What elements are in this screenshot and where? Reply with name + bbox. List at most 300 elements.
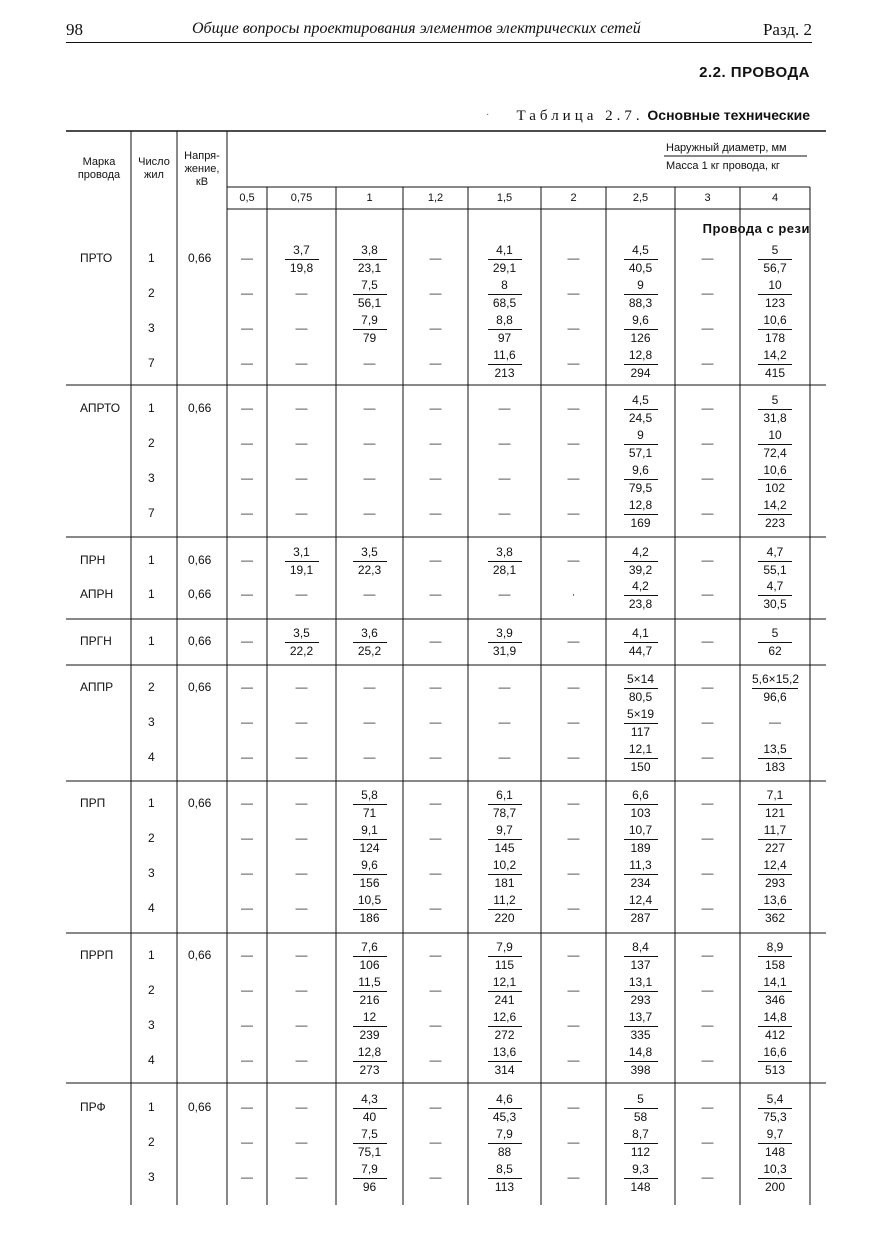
value-empty: —: [241, 866, 253, 880]
value-fraction: [345, 1127, 395, 1160]
value-fraction: [750, 1010, 800, 1043]
core-count: 3: [148, 715, 155, 729]
value-fraction: [480, 313, 530, 346]
value-diameter: 11,3: [624, 858, 658, 875]
value-empty: —: [498, 587, 511, 601]
value-mass: 45,3: [492, 1110, 517, 1124]
value-empty: —: [701, 321, 714, 335]
value-fraction: [345, 545, 395, 578]
core-count: 3: [148, 321, 155, 335]
value-mass: 186: [359, 911, 380, 925]
value-diameter: 12,4: [624, 893, 658, 910]
value-mass: 78,7: [492, 806, 517, 820]
value-empty: —: [701, 1170, 714, 1184]
group-voltage: 0,66: [188, 634, 212, 648]
value-fraction: [480, 545, 530, 578]
value-mass: 314: [494, 1063, 515, 1077]
value-fraction: [480, 348, 530, 381]
value-diameter: 13,7: [624, 1010, 658, 1027]
value-diameter: 10,2: [488, 858, 522, 875]
core-count: 4: [148, 750, 155, 764]
value-empty: —: [295, 436, 308, 450]
value-empty: —: [363, 471, 376, 485]
value-empty: —: [701, 587, 714, 601]
core-count: 7: [148, 356, 155, 370]
value-diameter: 12,8: [624, 498, 658, 515]
value-diameter: 3,8: [353, 243, 387, 260]
value-mass: 117: [630, 725, 651, 739]
value-fraction: [616, 545, 666, 578]
value-fraction: [616, 742, 666, 775]
value-fraction: [480, 975, 530, 1008]
value-empty: —: [295, 1053, 308, 1067]
value-mass: 23,8: [628, 597, 653, 611]
value-mass: 79,5: [628, 481, 653, 495]
value-empty: —: [498, 506, 511, 520]
value-empty: —: [241, 251, 253, 265]
value-empty: —: [241, 321, 253, 335]
core-count: 3: [148, 471, 155, 485]
value-fraction: [616, 348, 666, 381]
value-mass: 148: [630, 1180, 651, 1194]
value-mass: 220: [494, 911, 515, 925]
value-mass: 362: [764, 911, 786, 925]
value-mass: 88: [497, 1145, 512, 1159]
value-diameter: 6,6: [624, 788, 658, 805]
value-mass: 183: [764, 760, 786, 774]
value-fraction: [750, 1127, 800, 1160]
value-empty: —: [241, 948, 253, 962]
table-caption-title: Основные технические: [647, 107, 810, 123]
value-mass: 169: [630, 516, 651, 530]
value-diameter: 9,7: [488, 823, 522, 840]
value-fraction: [277, 545, 327, 578]
group-name: АПРН: [80, 587, 114, 601]
value-empty: —: [429, 1135, 442, 1149]
value-diameter: 4,5: [624, 393, 658, 410]
core-count: 4: [148, 1053, 155, 1067]
value-empty: —: [429, 401, 442, 415]
value-fraction: [616, 1162, 666, 1195]
value-empty: —: [567, 471, 580, 485]
value-fraction: [616, 707, 666, 740]
group-voltage: 0,66: [188, 401, 212, 415]
value-empty: —: [241, 1135, 253, 1149]
value-diameter: 5: [758, 393, 792, 410]
section-header: 2: [570, 192, 577, 204]
value-diameter: 11,7: [758, 823, 792, 840]
value-fraction: [750, 1162, 800, 1195]
value-mass: 57,1: [628, 446, 653, 460]
value-diameter: 4,3: [353, 1092, 387, 1109]
value-diameter: 14,8: [758, 1010, 792, 1027]
section-header: 3: [704, 192, 711, 204]
value-empty: —: [701, 680, 714, 694]
value-fraction: [616, 626, 666, 659]
value-fraction: [345, 278, 395, 311]
value-diameter: 8,5: [488, 1162, 522, 1179]
value-empty: —: [429, 587, 442, 601]
value-empty: —: [295, 321, 308, 335]
value-diameter: 3,9: [488, 626, 522, 643]
value-empty: —: [429, 948, 442, 962]
value-empty: —: [701, 1100, 714, 1114]
value-fraction: [480, 243, 530, 276]
value-empty: —: [241, 553, 253, 567]
value-diameter: 8,9: [758, 940, 792, 957]
value-mass: 241: [494, 993, 515, 1007]
value-empty: —: [241, 983, 253, 997]
core-count: 3: [148, 1170, 155, 1184]
value-diameter: 8,7: [624, 1127, 658, 1144]
value-diameter: 5,4: [758, 1092, 792, 1109]
value-mass: 513: [764, 1063, 786, 1077]
stray-mark: ·: [486, 110, 490, 121]
value-mass: 126: [630, 331, 651, 345]
value-diameter: 7,9: [488, 1127, 522, 1144]
value-empty: —: [241, 356, 253, 370]
group-name: ПРГН: [80, 634, 112, 648]
value-fraction: [480, 858, 530, 891]
core-count: 4: [148, 901, 155, 915]
value-empty: —: [429, 750, 442, 764]
value-diameter: 13,6: [758, 893, 792, 910]
value-empty: —: [429, 901, 442, 915]
group-name: ПРТО: [80, 251, 113, 265]
value-empty: —: [701, 796, 714, 810]
value-mass: 19,8: [289, 261, 314, 275]
value-diameter: 12,4: [758, 858, 792, 875]
value-mass: 88,3: [628, 296, 653, 310]
value-diameter: 9,6: [353, 858, 387, 875]
value-empty: —: [363, 715, 376, 729]
value-diameter: 13,1: [624, 975, 658, 992]
value-empty: —: [701, 634, 714, 648]
group-voltage: 0,66: [188, 1100, 212, 1114]
group-voltage: 0,66: [188, 587, 212, 601]
header-mark: Марка провода: [77, 156, 121, 181]
value-fraction: [616, 975, 666, 1008]
value-empty: —: [429, 1018, 442, 1032]
core-count: 1: [148, 401, 155, 415]
value-empty: —: [567, 1053, 580, 1067]
value-diameter: 10,5: [353, 893, 387, 910]
value-mass: 29,1: [492, 261, 517, 275]
value-fraction: [480, 626, 530, 659]
value-mass: 40: [362, 1110, 377, 1124]
value-fraction: [616, 1092, 666, 1125]
value-empty: —: [295, 1170, 308, 1184]
value-empty: —: [567, 1018, 580, 1032]
value-mass: 272: [494, 1028, 515, 1042]
value-diameter: 9,7: [758, 1127, 792, 1144]
value-empty: —: [567, 715, 580, 729]
value-mass: 293: [630, 993, 651, 1007]
value-empty: —: [429, 1100, 442, 1114]
value-diameter: 5,8: [353, 788, 387, 805]
value-mass: 102: [764, 481, 786, 495]
value-diameter: 14,8: [624, 1045, 658, 1062]
value-fraction: [345, 1162, 395, 1195]
value-mass: 103: [630, 806, 651, 820]
value-empty: —: [701, 1018, 714, 1032]
core-count: 1: [148, 634, 155, 648]
core-count: 2: [148, 831, 155, 845]
value-empty: —: [241, 715, 253, 729]
core-count: 3: [148, 866, 155, 880]
value-diameter: 12,6: [488, 1010, 522, 1027]
value-empty: —: [241, 1018, 253, 1032]
value-empty: —: [567, 750, 580, 764]
value-diameter: 8,8: [488, 313, 522, 330]
value-diameter: 12: [353, 1010, 387, 1027]
value-mass: 25,2: [357, 644, 382, 658]
value-mass: 213: [494, 366, 515, 380]
value-empty: —: [241, 750, 253, 764]
value-empty: —: [567, 948, 580, 962]
value-mass: 273: [359, 1063, 380, 1077]
value-empty: —: [295, 831, 308, 845]
value-mass: 287: [630, 911, 651, 925]
value-fraction: [616, 788, 666, 821]
value-empty: —: [241, 506, 253, 520]
value-fraction: [480, 1045, 530, 1078]
value-diameter: 7,6: [353, 940, 387, 957]
value-empty: —: [295, 356, 308, 370]
value-mass: 72,4: [763, 446, 787, 460]
value-empty: —: [295, 401, 308, 415]
core-count: 1: [148, 587, 155, 601]
value-fraction: [480, 1162, 530, 1195]
value-empty: —: [567, 506, 580, 520]
value-empty: —: [701, 286, 714, 300]
value-empty: —: [241, 436, 253, 450]
value-empty: —: [701, 436, 714, 450]
value-fraction: [616, 1127, 666, 1160]
section-header: 2,5: [632, 192, 649, 204]
core-count: 2: [148, 436, 155, 450]
value-mass: 28,1: [492, 563, 517, 577]
value-empty: —: [567, 321, 580, 335]
group-voltage: 0,66: [188, 948, 212, 962]
group-name: ПРФ: [80, 1100, 106, 1114]
value-empty: —: [295, 866, 308, 880]
value-empty: —: [567, 680, 580, 694]
group-name: ПРН: [80, 553, 106, 567]
value-diameter: 12,1: [488, 975, 522, 992]
value-empty: —: [567, 866, 580, 880]
table-caption-label: Таблица 2.7.: [516, 108, 644, 124]
value-fraction: [345, 823, 395, 856]
running-title: Общие вопросы проектирования элементов электрических сетей: [192, 20, 641, 37]
value-diameter: 3,5: [285, 626, 319, 643]
value-diameter: 9,1: [353, 823, 387, 840]
value-fraction: [750, 858, 800, 891]
group-name: ПРРП: [80, 948, 114, 962]
value-empty: —: [429, 356, 442, 370]
value-mass: 96: [362, 1180, 377, 1194]
value-diameter: 4,5: [624, 243, 658, 260]
value-empty: —: [567, 1170, 580, 1184]
value-fraction: [345, 243, 395, 276]
section-header: 1,2: [427, 192, 444, 204]
value-mass: 40,5: [628, 261, 653, 275]
value-mass: 200: [764, 1180, 786, 1194]
value-mass: 178: [764, 331, 786, 345]
value-diameter: 3,1: [285, 545, 319, 562]
value-diameter: 4,6: [488, 1092, 522, 1109]
value-empty: —: [363, 356, 376, 370]
header-diameter: Наружный диаметр, мм: [666, 142, 787, 154]
value-empty: —: [701, 866, 714, 880]
value-empty: —: [567, 634, 580, 648]
value-empty: —: [429, 286, 442, 300]
value-fraction: [750, 393, 800, 426]
value-empty: —: [701, 506, 714, 520]
value-empty: —: [363, 401, 376, 415]
value-mass: 223: [764, 516, 786, 530]
group-name: ПРП: [80, 796, 106, 810]
value-empty: —: [701, 750, 714, 764]
value-empty: —: [295, 796, 308, 810]
value-empty: —: [295, 680, 308, 694]
value-empty: —: [363, 750, 376, 764]
core-count: 2: [148, 1135, 155, 1149]
value-fraction: [616, 579, 666, 612]
value-mass: 68,5: [492, 296, 517, 310]
value-diameter: 14,2: [758, 348, 792, 365]
value-empty: —: [567, 1135, 580, 1149]
value-fraction: [345, 893, 395, 926]
value-diameter: 10,6: [758, 313, 792, 330]
subsection-title: Провода с рези: [702, 221, 810, 236]
value-empty: —: [567, 983, 580, 997]
value-diameter: 3,6: [353, 626, 387, 643]
value-mass: 293: [764, 876, 786, 890]
value-mass: 148: [764, 1145, 786, 1159]
value-empty: —: [241, 796, 253, 810]
value-fraction: [277, 243, 327, 276]
value-diameter: 9: [624, 278, 658, 295]
value-empty: —: [498, 680, 511, 694]
value-diameter: 10,3: [758, 1162, 792, 1179]
value-fraction: [750, 348, 800, 381]
value-fraction: [750, 940, 800, 973]
value-mass: 121: [764, 806, 786, 820]
section-header: 0,5: [239, 192, 255, 204]
value-diameter: 9,3: [624, 1162, 658, 1179]
value-empty: —: [241, 286, 253, 300]
value-diameter: 7,9: [353, 313, 387, 330]
value-fraction: [480, 893, 530, 926]
value-empty: —: [498, 401, 511, 415]
value-empty: —: [429, 796, 442, 810]
value-mass: 234: [630, 876, 651, 890]
value-empty: —: [429, 471, 442, 485]
value-mass: 23,1: [357, 261, 382, 275]
value-fraction: [616, 393, 666, 426]
value-mass: 80,5: [628, 690, 653, 704]
value-fraction: [345, 975, 395, 1008]
value-diameter: 3,7: [285, 243, 319, 260]
value-fraction: [750, 1045, 800, 1078]
value-empty: —: [701, 471, 714, 485]
value-empty: —: [567, 796, 580, 810]
value-mass: 39,2: [628, 563, 653, 577]
value-empty: —: [701, 1053, 714, 1067]
section-title: 2.2. ПРОВОДА: [699, 64, 810, 81]
value-empty: —: [295, 506, 308, 520]
value-empty: —: [295, 1100, 308, 1114]
value-mass: 158: [764, 958, 786, 972]
value-fraction: [345, 626, 395, 659]
value-empty: —: [429, 983, 442, 997]
value-empty: —: [567, 401, 580, 415]
value-diameter: 9,6: [624, 313, 658, 330]
value-empty: —: [701, 715, 714, 729]
value-fraction: [750, 788, 800, 821]
value-mass: 22,3: [357, 563, 382, 577]
value-empty: —: [295, 587, 308, 601]
value-diameter: 7,5: [353, 278, 387, 295]
value-mass: 62: [768, 644, 782, 658]
value-empty: —: [295, 901, 308, 915]
value-fraction: [480, 1127, 530, 1160]
value-mass: 19,1: [289, 563, 314, 577]
value-mass: 124: [359, 841, 380, 855]
value-mass: 415: [764, 366, 786, 380]
value-fraction: [750, 243, 800, 276]
value-fraction: [616, 893, 666, 926]
value-fraction: [345, 940, 395, 973]
value-mass: 44,7: [628, 644, 653, 658]
value-fraction: [480, 1010, 530, 1043]
value-empty: —: [429, 1170, 442, 1184]
value-fraction: [480, 940, 530, 973]
value-empty: —: [567, 286, 580, 300]
value-empty: —: [769, 715, 781, 729]
value-fraction: [750, 463, 800, 496]
value-empty: —: [498, 715, 511, 729]
value-fraction: [345, 1045, 395, 1078]
value-fraction: [616, 243, 666, 276]
value-diameter: 10: [758, 428, 792, 445]
value-fraction: [480, 823, 530, 856]
value-empty: —: [701, 251, 714, 265]
header-cores: Число жил: [138, 156, 170, 181]
core-count: 2: [148, 983, 155, 997]
value-empty: —: [701, 553, 714, 567]
value-fraction: [750, 313, 800, 346]
value-fraction: [480, 1092, 530, 1125]
group-voltage: 0,66: [188, 251, 212, 265]
value-diameter: 7,9: [488, 940, 522, 957]
value-empty: —: [363, 587, 376, 601]
value-mass: 181: [494, 876, 515, 890]
value-mass: 398: [630, 1063, 651, 1077]
value-empty: —: [498, 750, 511, 764]
value-empty: —: [429, 436, 442, 450]
value-empty: —: [498, 436, 511, 450]
value-fraction: [345, 788, 395, 821]
section-header: 0,75: [290, 192, 313, 204]
value-diameter: 10,7: [624, 823, 658, 840]
value-empty: —: [429, 506, 442, 520]
value-diameter: 4,2: [624, 579, 658, 596]
value-diameter: 10: [758, 278, 792, 295]
page-number: 98: [66, 20, 83, 39]
header-mass: Масса 1 кг провода, кг: [666, 160, 780, 172]
